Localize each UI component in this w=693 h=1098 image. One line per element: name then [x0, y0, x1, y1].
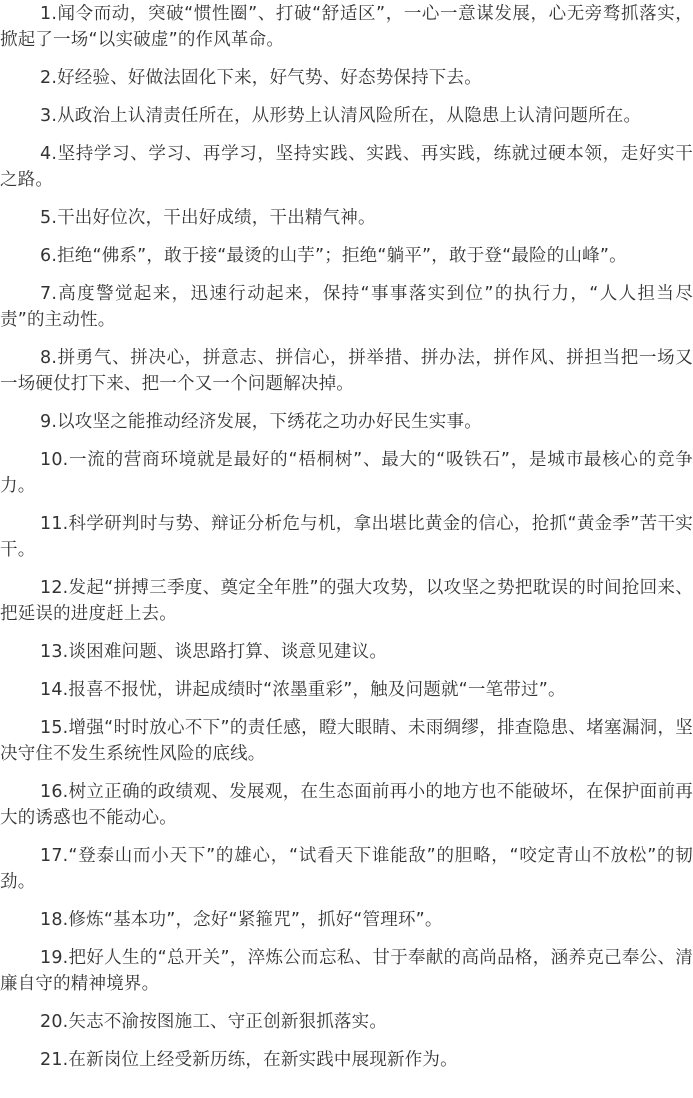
paragraph-19: 19.把好人生的“总开关”，淬炼公而忘私、甘于奉献的高尚品格，涵养克己奉公、清廉自守的精神境界。 [0, 948, 693, 994]
paragraph-11: 11.科学研判时与势、辩证分析危与机，拿出堪比黄金的信心，抢抓“黄金季”苦干实干。 [0, 514, 693, 560]
paragraph-10: 10.一流的营商环境就是最好的“梧桐树”、最大的“吸铁石”，是城市最核心的竞争力。 [0, 450, 693, 496]
paragraph-1: 1.闻令而动，突破“惯性圈”、打破“舒适区”，一心一意谋发展，心无旁骛抓落实，掀起了一场“以实破虚”的作风革命。 [0, 4, 693, 50]
paragraph-9: 9.以攻坚之能推动经济发展，下绣花之功办好民生实事。 [40, 412, 482, 432]
paragraph-6: 6.拒绝“佛系”，敢于接“最烫的山芋”；拒绝“躺平”，敢于登“最险的山峰”。 [40, 246, 627, 266]
document-body [0, 1, 693, 1073]
paragraph-16: 16.树立正确的政绩观、发展观，在生态面前再小的地方也不能破坏，在保护面前再大的诱惑也不能动心。 [0, 782, 693, 828]
paragraph-13: 13.谈困难问题、谈思路打算、谈意见建议。 [40, 642, 388, 662]
paragraph-4: 4.坚持学习、学习、再学习，坚持实践、实践、再实践，练就过硬本领，走好实干之路。 [0, 144, 693, 190]
paragraph-20: 20.矢志不渝按图施工、守正创新狠抓落实。 [40, 1012, 388, 1032]
paragraph-7: 7.高度警觉起来，迅速行动起来，保持“事事落实到位”的执行力，“人人担当尽责”的主动性。 [0, 284, 693, 330]
paragraph-14: 14.报喜不报忧，讲起成绩时“浓墨重彩”，触及问题就“一笔带过”。 [40, 680, 566, 700]
paragraph-12: 12.发起“拼搏三季度、奠定全年胜”的强大攻势，以攻坚之势把耽误的时间抢回来、把延误的进度赶上去。 [0, 578, 693, 624]
paragraph-17: 17.“登泰山而小天下”的雄心，“试看天下谁能敌”的胆略，“咬定青山不放松”的韧劲。 [0, 846, 693, 892]
paragraph-3: 3.从政治上认清责任所在，从形势上认清风险所在，从隐患上认清问题所在。 [40, 106, 642, 126]
paragraph-21: 21.在新岗位上经受新历练，在新实践中展现新作为。 [40, 1050, 458, 1070]
paragraph-8: 8.拼勇气、拼决心，拼意志、拼信心，拼举措、拼办法，拼作风、拼担当把一场又一场硬仗打下来、把一个又一个问题解决掉。 [0, 348, 693, 394]
paragraph-15: 15.增强“时时放心不下”的责任感，瞪大眼睛、未雨绸缪，排查隐患、堵塞漏洞，坚决守住不发生系统性风险的底线。 [0, 718, 693, 764]
paragraph-2: 2.好经验、好做法固化下来，好气势、好态势保持下去。 [40, 68, 482, 88]
paragraph-5: 5.干出好位次，干出好成绩，干出精气神。 [40, 208, 376, 228]
paragraph-18: 18.修炼“基本功”，念好“紧箍咒”，抓好“管理环”。 [40, 910, 443, 930]
